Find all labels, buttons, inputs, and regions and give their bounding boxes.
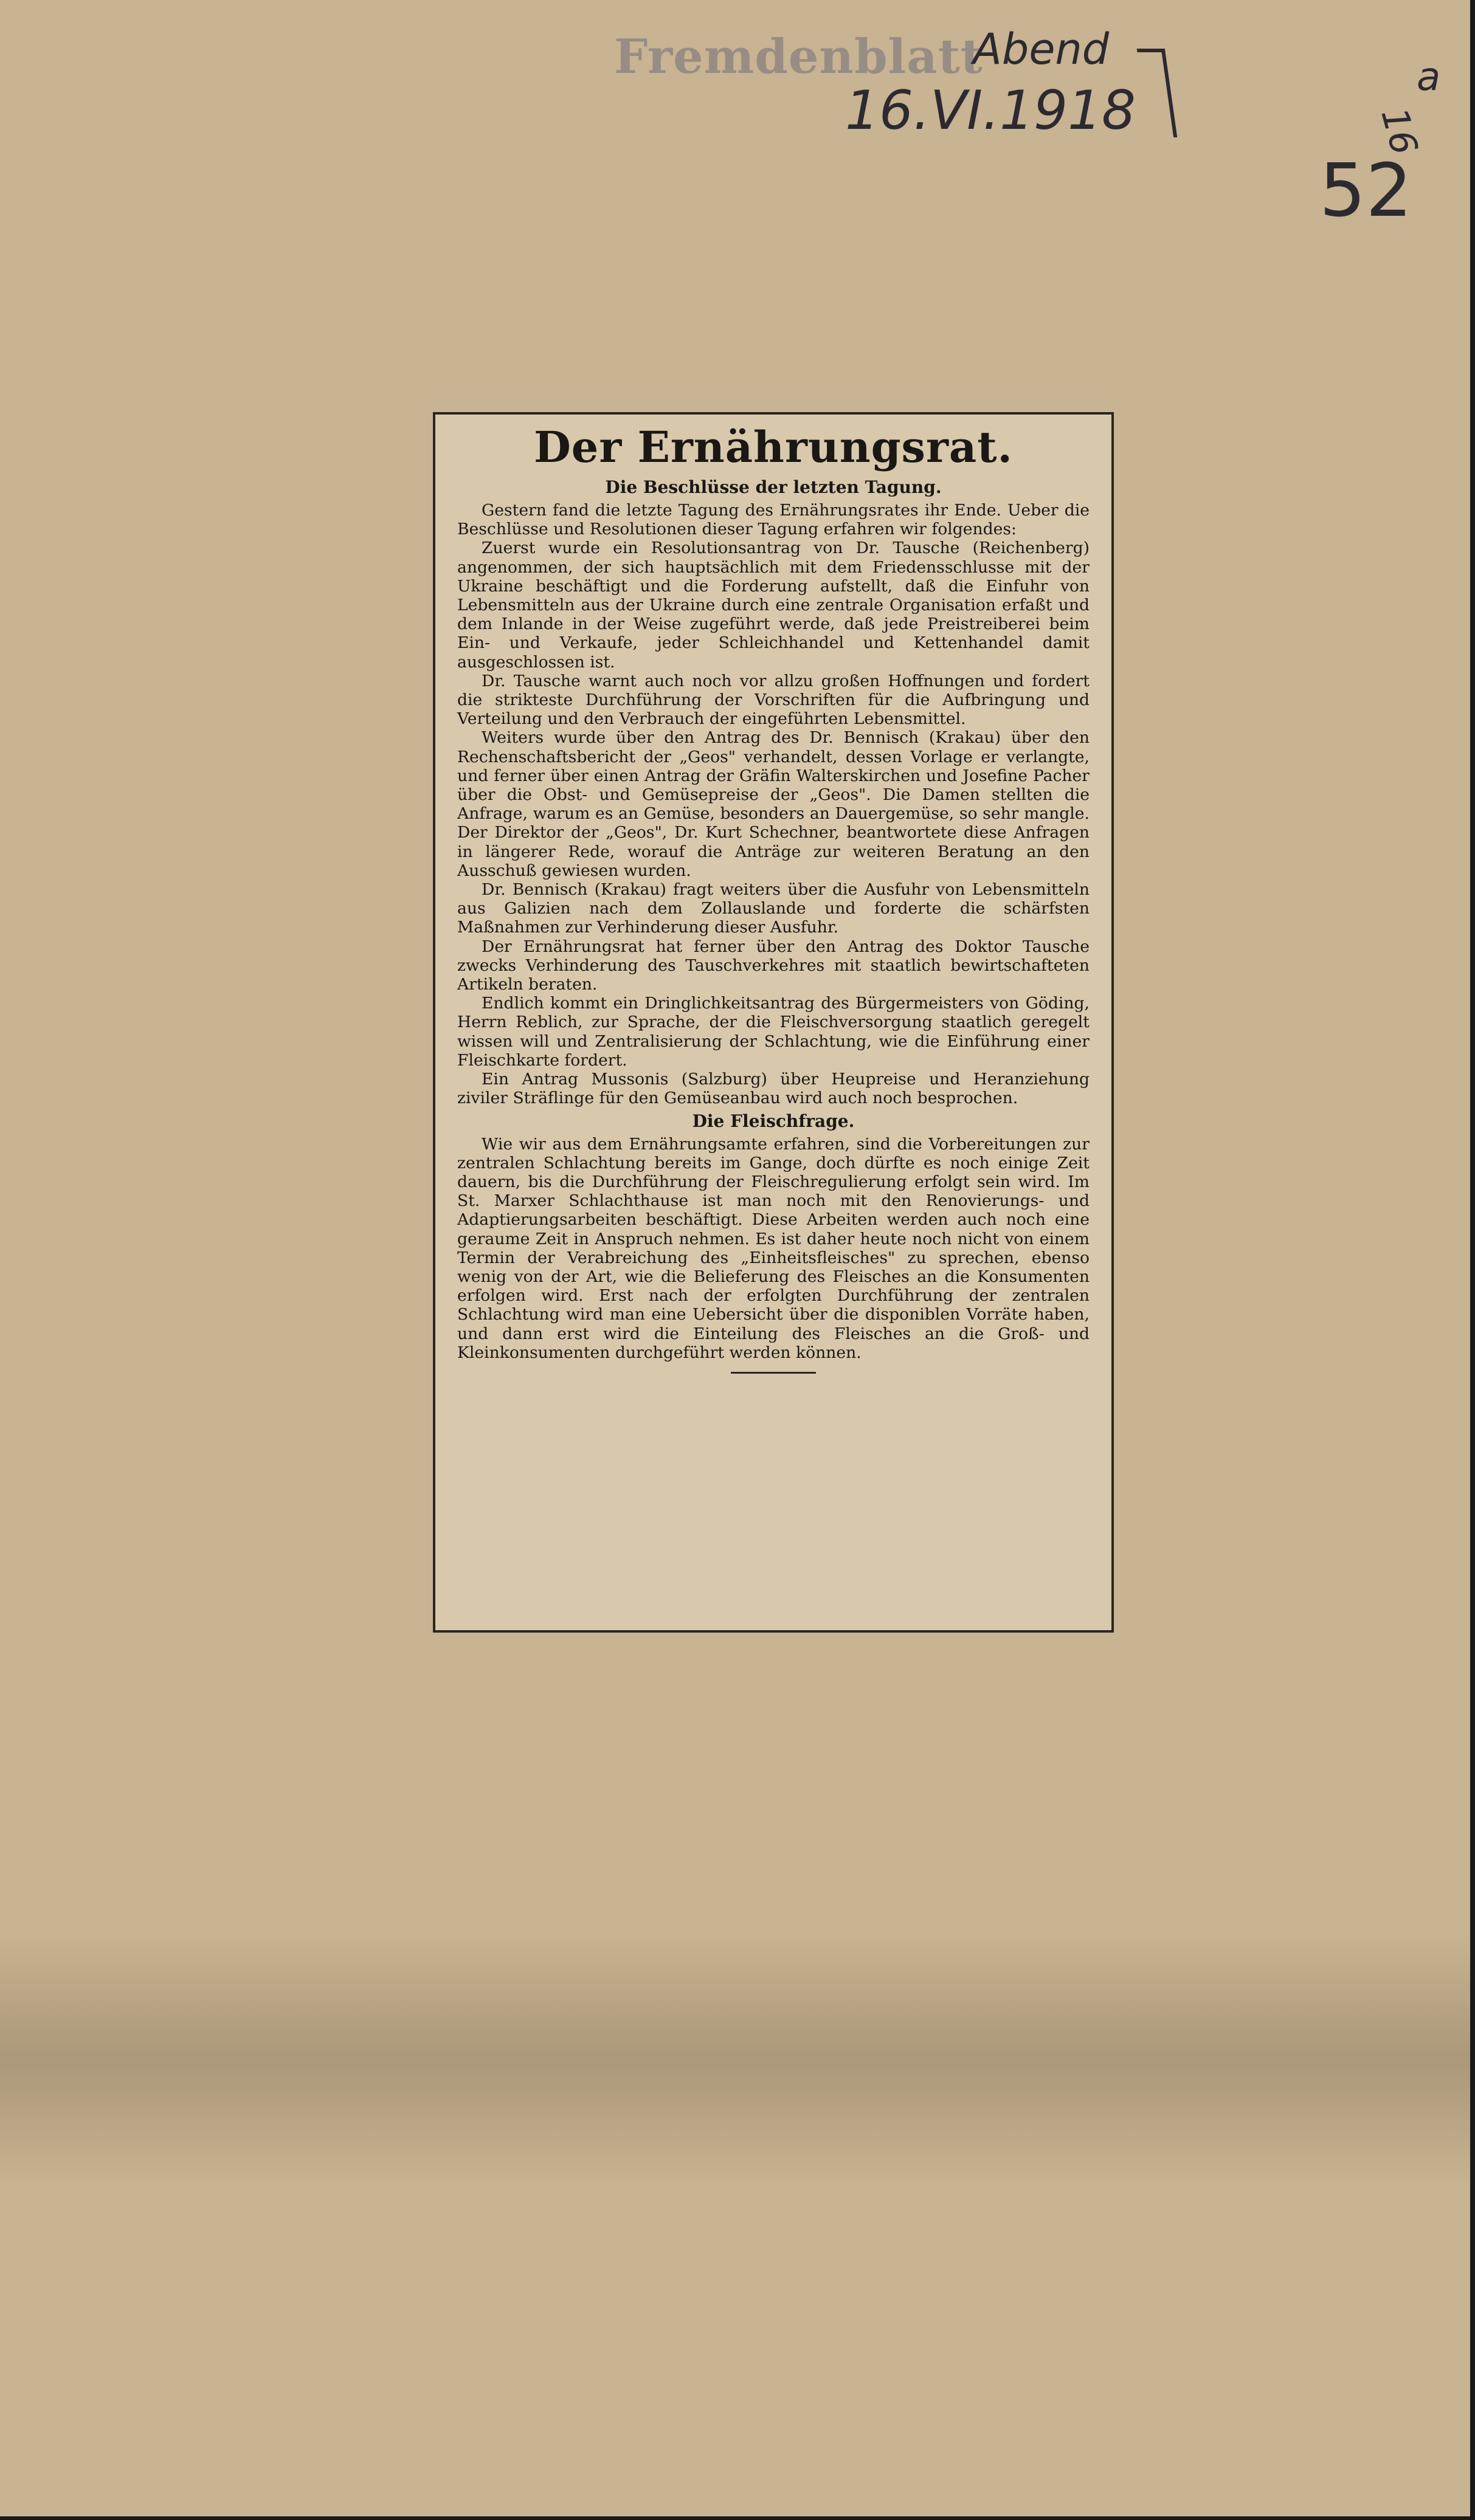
handwritten-bracket bbox=[1137, 49, 1178, 137]
article-paragraph: Ein Antrag Mussonis (Salzburg) über Heupreise und Heranziehung ziviler Sträflinge für den Gemüseanbau wird auch noch besprochen. bbox=[457, 1070, 1090, 1108]
article-paragraph: Endlich kommt ein Dringlichkeitsantrag des Bürgermeisters von Göding, Herrn Reblich, zur Sprache, der die Fleischversorgung staatlich geregelt wissen will und Zentralisierung der Schlachtung, wie die Einführung einer Fleischkarte fordert. bbox=[457, 994, 1090, 1070]
article-paragraph: Dr. Bennisch (Krakau) fragt weiters über die Ausfuhr von Lebensmitteln aus Galizien nach dem Zollauslande und forderte die schärfsten Maßnahmen zur Verhinderung dieser Ausfuhr. bbox=[457, 880, 1090, 937]
article-paragraph: Gestern fand die letzte Tagung des Ernährungsrates ihr Ende. Ueber die Beschlüsse und Resolutionen dieser Tagung erfahren wir folgendes: bbox=[457, 501, 1090, 539]
handwritten-date: 16.VI.1918 bbox=[845, 79, 1136, 142]
article-paragraph: Dr. Tausche warnt auch noch vor allzu großen Hoffnungen und fordert die strikteste Durchführung der Vorschriften für die Aufbringung und Verteilung und den Verbrauch der eingeführten Lebensmittel. bbox=[457, 671, 1090, 729]
handwritten-corner-16: 16 bbox=[1372, 103, 1426, 159]
section-title-beschluesse: Die Beschlüsse der letzten Tagung. bbox=[605, 477, 942, 497]
handwritten-corner-a: a bbox=[1417, 55, 1441, 100]
handwritten-edition: Abend bbox=[973, 24, 1110, 74]
article-paragraph: Zuerst wurde ein Resolutionsantrag von Dr. Tausche (Reichenberg) angenommen, der sich hauptsächlich mit dem Friedensschlusse mit der Ukraine beschäftigt und die Forderung aufstellt, daß die Einfuhr von Lebensmitteln aus der Ukraine durch eine zentrale Organisation erfaßt und dem Inlande in der Weise zugeführt werde, daß jede Preistreiberei beim Ein- und Verkaufe, jeder Schleichhandel und Kettenhandel damit ausgeschlossen ist. bbox=[457, 539, 1090, 672]
newspaper-clipping bbox=[433, 412, 1114, 1633]
article-paragraph: Wie wir aus dem Ernährungsamte erfahren, sind die Vorbereitungen zur zentralen Schlachtung bereits im Gange, doch dürfte es noch einige Zeit dauern, bis die Durchführung der Fleischregulierung erfolgt sein wird. Im St. Marxer Schlachthause ist man noch mit den Renovierungs- und Adaptierungsarbeiten beschäftigt. Diese Arbeiten werden auch noch eine geraume Zeit in Anspruch nehmen. Es ist daher heute noch nicht von einem Termin der Verabreichung des „Einheitsfleisches" zu sprechen, ebenso wenig von der Art, wie die Belieferung des Fleisches an die Konsumenten erfolgen wird. Erst nach der erfolgten Durchführung der zentralen Schlachtung wird man eine Uebersicht über die disponiblen Vorräte haben, und dann erst wird die Einteilung des Fleisches an die Groß- und Kleinkonsumenten durchgeführt werden können. bbox=[457, 1134, 1090, 1362]
paper-shading bbox=[0, 1933, 1470, 2188]
newspaper-stamp: Fremdenblatt bbox=[614, 29, 983, 84]
article-paragraph: Der Ernährungsrat hat ferner über den Antrag des Doktor Tausche zwecks Verhinderung des Tauschverkehres mit staatlich bewirtschafteten Artikeln beraten. bbox=[457, 937, 1090, 994]
section-title-fleischfrage: Die Fleischfrage. bbox=[692, 1110, 855, 1131]
article-headline: Der Ernährungsrat. bbox=[534, 422, 1013, 472]
article-paragraph: Weiters wurde über den Antrag des Dr. Bennisch (Krakau) über den Rechenschaftsbericht der „Geos" verhandelt, dessen Vorlage er verlangte, und ferner über einen Antrag der Gräfin Walterskirchen und Josefine Pacher über die Obst- und Gemüsepreise der „Geos". Die Damen stellten die Anfrage, warum es an Gemüse, besonders an Dauergemüse, so sehr mangle. Der Direktor der „Geos", Dr. Kurt Schechner, beantwortete diese Anfragen in längerer Rede, worauf die Anträge zur weiteren Beratung an den Ausschuß gewiesen wurden. bbox=[457, 728, 1090, 880]
handwritten-page-number: 52 bbox=[1319, 149, 1412, 233]
end-rule bbox=[731, 1372, 816, 1374]
